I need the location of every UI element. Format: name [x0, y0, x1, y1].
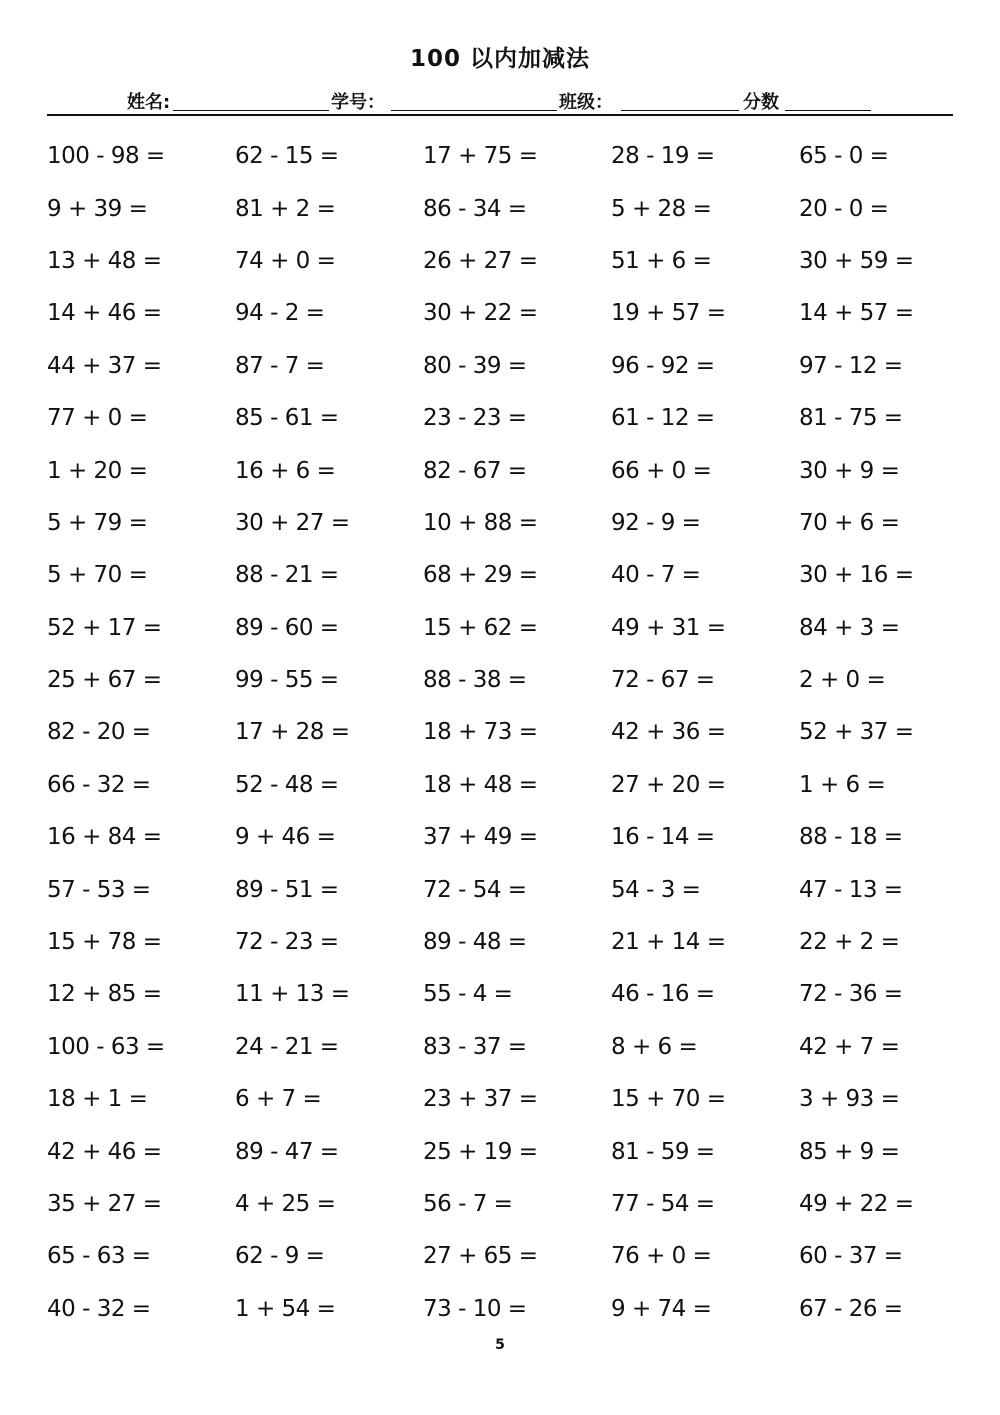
- math-problem: 76 + 0 =: [611, 1243, 712, 1270]
- math-problem: 49 + 31 =: [611, 614, 726, 641]
- math-problem: 10 + 88 =: [423, 509, 538, 536]
- math-problem: 9 + 46 =: [235, 824, 336, 851]
- math-problem: 88 - 18 =: [799, 824, 903, 851]
- math-problem: 35 + 27 =: [47, 1191, 162, 1217]
- math-problem: 44 + 37 =: [47, 352, 162, 379]
- math-problem: 87 - 7 =: [235, 352, 325, 379]
- math-problem: 20 - 0 =: [799, 195, 889, 222]
- math-problem: 99 - 55 =: [235, 667, 339, 694]
- problem-row: [47, 916, 987, 968]
- problem-row: [47, 968, 987, 1020]
- math-problem: 89 - 60 =: [235, 614, 339, 641]
- math-problem: 46 - 16 =: [611, 981, 715, 1008]
- math-problem: 19 + 57 =: [611, 300, 726, 327]
- problem-row: [47, 1125, 987, 1177]
- math-problem: 30 + 22 =: [423, 300, 538, 327]
- score-blank[interactable]: [785, 110, 871, 111]
- math-problem: 5 + 79 =: [47, 509, 148, 536]
- math-problem: 88 - 21 =: [235, 562, 339, 589]
- math-problem: 70 + 6 =: [799, 509, 900, 536]
- math-problem: 52 - 48 =: [235, 771, 339, 798]
- math-problem: 80 - 39 =: [423, 352, 527, 379]
- math-problem: 47 - 13 =: [799, 876, 903, 903]
- math-problem: 17 + 28 =: [235, 719, 350, 746]
- problem-row: [47, 549, 987, 601]
- math-problem: 18 + 48 =: [423, 771, 538, 798]
- math-problem: 61 - 12 =: [611, 405, 715, 432]
- problem-row: [47, 706, 987, 758]
- math-problem: 77 + 0 =: [47, 405, 148, 432]
- problem-row: [47, 182, 987, 234]
- math-problem: 25 + 67 =: [47, 667, 162, 694]
- math-problem: 77 - 54 =: [611, 1191, 715, 1217]
- math-problem: 42 + 36 =: [611, 719, 726, 746]
- problem-row: [47, 287, 987, 339]
- math-problem: 1 + 20 =: [47, 457, 148, 484]
- math-problem: 15 + 62 =: [423, 614, 538, 641]
- math-problem: 3 + 93 =: [799, 1086, 900, 1113]
- math-problem: 11 + 13 =: [235, 981, 350, 1008]
- math-problem: 1 + 54 =: [235, 1295, 336, 1322]
- math-problem: 56 - 7 =: [423, 1191, 513, 1217]
- math-problem: 62 - 15 =: [235, 143, 339, 170]
- math-problem: 82 - 20 =: [47, 719, 151, 746]
- math-problem: 72 - 36 =: [799, 981, 903, 1008]
- math-problem: 89 - 48 =: [423, 929, 527, 956]
- problem-row: [47, 130, 987, 182]
- math-problem: 68 + 29 =: [423, 562, 538, 589]
- math-problem: 100 - 63 =: [47, 1033, 165, 1060]
- math-problem: 28 - 19 =: [611, 143, 715, 170]
- math-problem: 16 - 14 =: [611, 824, 715, 851]
- math-problem: 40 - 7 =: [611, 562, 701, 589]
- math-problem: 27 + 65 =: [423, 1243, 538, 1270]
- problem-row: [47, 863, 987, 915]
- name-label: 姓名:: [127, 92, 171, 113]
- math-problem: 81 - 75 =: [799, 405, 903, 432]
- problem-row: [47, 340, 987, 392]
- math-problem: 9 + 39 =: [47, 195, 148, 222]
- math-problem: 30 + 27 =: [235, 509, 350, 536]
- problem-row: [47, 811, 987, 863]
- problem-row: [47, 654, 987, 706]
- problem-row: [47, 1178, 987, 1230]
- math-problem: 88 - 38 =: [423, 667, 527, 694]
- math-problem: 17 + 75 =: [423, 143, 538, 170]
- math-problem: 83 - 37 =: [423, 1033, 527, 1060]
- math-problem: 72 - 54 =: [423, 876, 527, 903]
- math-problem: 14 + 46 =: [47, 300, 162, 327]
- math-problem: 6 + 7 =: [235, 1086, 322, 1113]
- math-problem: 100 - 98 =: [47, 143, 165, 170]
- problem-row: [47, 235, 987, 287]
- page-number: 5: [495, 1337, 505, 1353]
- name-blank[interactable]: [173, 110, 329, 111]
- math-problem: 94 - 2 =: [235, 300, 325, 327]
- class-label: 班级：: [559, 92, 613, 113]
- class-blank[interactable]: [621, 110, 739, 111]
- math-problem: 89 - 47 =: [235, 1138, 339, 1165]
- math-problem: 96 - 92 =: [611, 352, 715, 379]
- math-problem: 42 + 46 =: [47, 1138, 162, 1165]
- math-problem: 22 + 2 =: [799, 929, 900, 956]
- math-problem: 49 + 22 =: [799, 1191, 914, 1217]
- math-problem: 52 + 17 =: [47, 614, 162, 641]
- math-problem: 1 + 6 =: [799, 771, 886, 798]
- math-problem: 12 + 85 =: [47, 981, 162, 1008]
- problem-row: [47, 759, 987, 811]
- math-problem: 5 + 70 =: [47, 562, 148, 589]
- math-problem: 23 - 23 =: [423, 405, 527, 432]
- math-problem: 16 + 84 =: [47, 824, 162, 851]
- math-problem: 60 - 37 =: [799, 1243, 903, 1270]
- math-problem: 74 + 0 =: [235, 247, 336, 274]
- problem-grid: [47, 130, 987, 1335]
- math-problem: 30 + 59 =: [799, 247, 914, 274]
- math-problem: 89 - 51 =: [235, 876, 339, 903]
- math-problem: 62 - 9 =: [235, 1243, 325, 1270]
- math-problem: 18 + 73 =: [423, 719, 538, 746]
- math-problem: 66 - 32 =: [47, 771, 151, 798]
- math-problem: 30 + 9 =: [799, 457, 900, 484]
- math-problem: 81 + 2 =: [235, 195, 336, 222]
- math-problem: 23 + 37 =: [423, 1086, 538, 1113]
- math-problem: 16 + 6 =: [235, 457, 336, 484]
- math-problem: 25 + 19 =: [423, 1138, 538, 1165]
- math-problem: 8 + 6 =: [611, 1033, 698, 1060]
- worksheet-title: 100 以内加减法: [409, 46, 591, 72]
- math-problem: 73 - 10 =: [423, 1295, 527, 1322]
- math-problem: 4 + 25 =: [235, 1191, 336, 1217]
- math-problem: 52 + 37 =: [799, 719, 914, 746]
- problem-row: [47, 1283, 987, 1335]
- problem-row: [47, 444, 987, 496]
- problem-row: [47, 392, 987, 444]
- math-problem: 5 + 28 =: [611, 195, 712, 222]
- student-id-blank[interactable]: [391, 110, 557, 111]
- math-problem: 72 - 67 =: [611, 667, 715, 694]
- math-problem: 15 + 70 =: [611, 1086, 726, 1113]
- math-problem: 21 + 14 =: [611, 929, 726, 956]
- math-problem: 40 - 32 =: [47, 1295, 151, 1322]
- score-label: 分数: [743, 92, 779, 113]
- math-problem: 13 + 48 =: [47, 247, 162, 274]
- math-problem: 57 - 53 =: [47, 876, 151, 903]
- math-problem: 81 - 59 =: [611, 1138, 715, 1165]
- math-problem: 92 - 9 =: [611, 509, 701, 536]
- student-id-label: 学号：: [331, 92, 385, 113]
- math-problem: 66 + 0 =: [611, 457, 712, 484]
- math-problem: 42 + 7 =: [799, 1033, 900, 1060]
- math-problem: 86 - 34 =: [423, 195, 527, 222]
- math-problem: 67 - 26 =: [799, 1295, 903, 1322]
- math-problem: 65 - 0 =: [799, 143, 889, 170]
- math-problem: 85 - 61 =: [235, 405, 339, 432]
- math-problem: 30 + 16 =: [799, 562, 914, 589]
- math-problem: 85 + 9 =: [799, 1138, 900, 1165]
- math-problem: 14 + 57 =: [799, 300, 914, 327]
- math-problem: 82 - 67 =: [423, 457, 527, 484]
- problem-row: [47, 497, 987, 549]
- problem-row: [47, 1230, 987, 1282]
- math-problem: 51 + 6 =: [611, 247, 712, 274]
- math-problem: 26 + 27 =: [423, 247, 538, 274]
- math-problem: 37 + 49 =: [423, 824, 538, 851]
- student-info-line: [47, 88, 953, 116]
- problem-row: [47, 1073, 987, 1125]
- math-problem: 55 - 4 =: [423, 981, 513, 1008]
- math-problem: 72 - 23 =: [235, 929, 339, 956]
- math-problem: 27 + 20 =: [611, 771, 726, 798]
- math-problem: 9 + 74 =: [611, 1295, 712, 1322]
- math-problem: 97 - 12 =: [799, 352, 903, 379]
- math-problem: 24 - 21 =: [235, 1033, 339, 1060]
- math-problem: 84 + 3 =: [799, 614, 900, 641]
- math-problem: 2 + 0 =: [799, 667, 886, 694]
- math-problem: 18 + 1 =: [47, 1086, 148, 1113]
- problem-row: [47, 602, 987, 654]
- problem-row: [47, 1021, 987, 1073]
- math-problem: 15 + 78 =: [47, 929, 162, 956]
- math-problem: 54 - 3 =: [611, 876, 701, 903]
- math-problem: 65 - 63 =: [47, 1243, 151, 1270]
